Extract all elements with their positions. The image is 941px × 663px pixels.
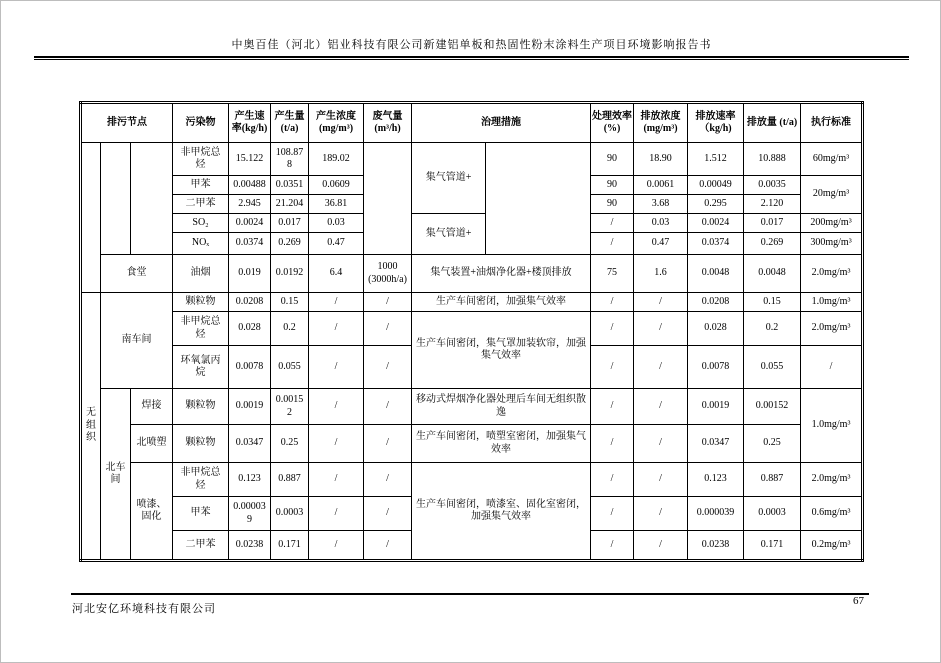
cell-gen-conc: / <box>309 425 364 463</box>
cell-emit-conc: / <box>634 425 688 463</box>
cell-gen-amount: 0.055 <box>271 346 309 389</box>
cell-empty <box>486 143 591 255</box>
cell-efficiency: / <box>591 425 634 463</box>
cell-gen-amount: 0.0192 <box>271 255 309 293</box>
table-row <box>81 312 863 346</box>
table-row <box>81 425 863 463</box>
col-header-emit-rate: 排放速率（kg/h) <box>688 103 744 143</box>
cell-emit-amount: 2.120 <box>744 195 801 214</box>
cell-efficiency: / <box>591 497 634 531</box>
cell-gen-conc: 0.47 <box>309 233 364 255</box>
cell-emit-rate: 0.00049 <box>688 176 744 195</box>
cell-emit-rate: 0.0374 <box>688 233 744 255</box>
cell-gen-rate: 0.0024 <box>229 214 271 233</box>
cell-efficiency: / <box>591 214 634 233</box>
cell-gen-conc: / <box>309 463 364 497</box>
cell-efficiency: / <box>591 389 634 425</box>
cell-treatment: 生产车间密闭，加强集气效率 <box>412 293 591 312</box>
cell-node: 喷漆、固化 <box>131 463 173 561</box>
cell-efficiency: / <box>591 346 634 389</box>
cell-gen-conc: 6.4 <box>309 255 364 293</box>
cell-gen-rate: 0.0019 <box>229 389 271 425</box>
cell-node: 焊接 <box>131 389 173 425</box>
cell-gen-rate: 0.0078 <box>229 346 271 389</box>
cell-emit-conc: / <box>634 531 688 561</box>
cell-gen-conc: / <box>309 312 364 346</box>
cell-pollutant: 非甲烷总烃 <box>173 463 229 497</box>
cell-gen-conc: 189.02 <box>309 143 364 176</box>
cell-efficiency: / <box>591 463 634 497</box>
cell-gen-rate: 0.019 <box>229 255 271 293</box>
cell-standard: 0.2mg/m³ <box>801 531 863 561</box>
cell-treatment: 移动式焊烟净化器处理后车间无组织散逸 <box>412 389 591 425</box>
cell-gas-volume: / <box>364 425 412 463</box>
cell-pollutant: NOₓ <box>173 233 229 255</box>
document-header <box>34 37 909 60</box>
cell-gen-rate: 0.123 <box>229 463 271 497</box>
cell-gen-amount: 0.269 <box>271 233 309 255</box>
table-row <box>81 143 863 176</box>
cell-gen-rate: 0.000039 <box>229 497 271 531</box>
cell-gen-rate: 0.0238 <box>229 531 271 561</box>
cell-pollutant: 非甲烷总烃 <box>173 312 229 346</box>
cell-emit-conc: / <box>634 389 688 425</box>
col-header-gen-amount: 产生量 (t/a) <box>271 103 309 143</box>
table-row <box>81 214 863 233</box>
cell-emit-conc: / <box>634 346 688 389</box>
cell-gen-rate: 2.945 <box>229 195 271 214</box>
cell-gen-amount: 0.171 <box>271 531 309 561</box>
cell-gen-rate: 0.0347 <box>229 425 271 463</box>
cell-emit-amount: 0.171 <box>744 531 801 561</box>
cell-gen-conc: / <box>309 531 364 561</box>
cell-gen-amount: 108.878 <box>271 143 309 176</box>
cell-treatment: 集气管道+ <box>412 143 486 214</box>
cell-treatment: 集气装置+油烟净化器+楼顶排放 <box>412 255 591 293</box>
cell-emit-rate: 0.0048 <box>688 255 744 293</box>
cell-gen-rate: 0.00488 <box>229 176 271 195</box>
cell-standard: 20mg/m³ <box>801 176 863 214</box>
cell-gen-amount: 0.017 <box>271 214 309 233</box>
cell-gen-amount: 0.25 <box>271 425 309 463</box>
cell-empty <box>364 143 412 255</box>
cell-treatment: 生产车间密闭，集气罩加装软帘，加强集气效率 <box>412 312 591 389</box>
cell-standard: 2.0mg/m³ <box>801 312 863 346</box>
cell-gen-conc: / <box>309 497 364 531</box>
cell-emit-conc: 3.68 <box>634 195 688 214</box>
cell-emit-amount: 0.2 <box>744 312 801 346</box>
cell-gas-volume: / <box>364 312 412 346</box>
cell-gen-amount: 0.15 <box>271 293 309 312</box>
cell-emit-rate: 0.295 <box>688 195 744 214</box>
footer-rule <box>71 593 869 595</box>
cell-group-fugitive: 无组织 <box>81 293 101 561</box>
cell-emit-conc: 0.47 <box>634 233 688 255</box>
col-header-emit-amount: 排放量 (t/a) <box>744 103 801 143</box>
cell-gen-conc: 36.81 <box>309 195 364 214</box>
cell-gen-amount: 0.2 <box>271 312 309 346</box>
cell-emit-rate: 0.000039 <box>688 497 744 531</box>
cell-standard: 1.0mg/m³ <box>801 389 863 463</box>
cell-emit-amount: 0.0003 <box>744 497 801 531</box>
cell-gas-volume: / <box>364 497 412 531</box>
cell-efficiency: 90 <box>591 143 634 176</box>
cell-emit-rate: 0.0238 <box>688 531 744 561</box>
cell-node: 北喷塑 <box>131 425 173 463</box>
cell-emit-rate: 0.028 <box>688 312 744 346</box>
cell-pollutant: 二甲苯 <box>173 531 229 561</box>
cell-emit-amount: 0.0048 <box>744 255 801 293</box>
cell-empty <box>131 143 173 255</box>
cell-efficiency: / <box>591 233 634 255</box>
cell-efficiency: 75 <box>591 255 634 293</box>
col-header-emit-conc: 排放浓度 (mg/m³) <box>634 103 688 143</box>
cell-gas-volume: / <box>364 293 412 312</box>
cell-standard: 200mg/m³ <box>801 214 863 233</box>
table-row <box>81 463 863 497</box>
header-rule-thick <box>34 56 909 58</box>
cell-gas-volume: / <box>364 389 412 425</box>
cell-emit-conc: / <box>634 312 688 346</box>
document-title: 中奥百佳（河北）铝业科技有限公司新建铝单板和热固性粉末涂料生产项目环境影响报告书 <box>231 39 712 51</box>
cell-gas-volume: 1000 (3000h/a) <box>364 255 412 293</box>
cell-emit-conc: / <box>634 497 688 531</box>
cell-gas-volume: / <box>364 346 412 389</box>
cell-emit-amount: 0.00152 <box>744 389 801 425</box>
table-row <box>81 293 863 312</box>
col-header-gas-volume: 废气量 (m³/h) <box>364 103 412 143</box>
cell-standard: 300mg/m³ <box>801 233 863 255</box>
col-header-efficiency: 处理效率(%) <box>591 103 634 143</box>
cell-efficiency: 90 <box>591 195 634 214</box>
cell-emit-amount: 0.25 <box>744 425 801 463</box>
cell-gen-rate: 15.122 <box>229 143 271 176</box>
cell-emit-rate: 0.0024 <box>688 214 744 233</box>
cell-treatment: 生产车间密闭，喷漆室、固化室密闭，加强集气效率 <box>412 463 591 561</box>
cell-gen-conc: 0.0609 <box>309 176 364 195</box>
cell-pollutant: 颗粒物 <box>173 389 229 425</box>
cell-emit-rate: 0.0347 <box>688 425 744 463</box>
cell-node: 南车间 <box>101 293 173 389</box>
cell-treatment: 生产车间密闭，喷塑室密闭，加强集气效率 <box>412 425 591 463</box>
cell-pollutant: 环氧氯丙烷 <box>173 346 229 389</box>
col-header-pollutant: 污染物 <box>173 103 229 143</box>
cell-pollutant: 二甲苯 <box>173 195 229 214</box>
cell-pollutant: 油烟 <box>173 255 229 293</box>
cell-gen-rate: 0.0374 <box>229 233 271 255</box>
cell-gen-conc: / <box>309 346 364 389</box>
cell-standard: 2.0mg/m³ <box>801 255 863 293</box>
cell-pollutant: 非甲烷总烃 <box>173 143 229 176</box>
col-header-node: 排污节点 <box>81 103 173 143</box>
cell-gen-rate: 0.0208 <box>229 293 271 312</box>
table-header-row <box>81 103 863 143</box>
cell-pollutant: 颗粒物 <box>173 425 229 463</box>
table-row <box>81 255 863 293</box>
emission-summary-table <box>79 101 864 562</box>
cell-pollutant: 甲苯 <box>173 176 229 195</box>
col-header-gen-rate: 产生速率(kg/h) <box>229 103 271 143</box>
page-number: 67 <box>853 595 864 607</box>
cell-gen-conc: / <box>309 389 364 425</box>
cell-emit-amount: 0.017 <box>744 214 801 233</box>
cell-emit-conc: / <box>634 463 688 497</box>
cell-efficiency: / <box>591 312 634 346</box>
cell-empty <box>81 143 101 293</box>
cell-emit-rate: 1.512 <box>688 143 744 176</box>
cell-gen-amount: 0.0003 <box>271 497 309 531</box>
cell-emit-amount: 0.15 <box>744 293 801 312</box>
col-header-standard: 执行标准 <box>801 103 863 143</box>
cell-emit-amount: 10.888 <box>744 143 801 176</box>
col-header-gen-conc: 产生浓度 (mg/m³) <box>309 103 364 143</box>
cell-group-north-workshop: 北车间 <box>101 389 131 561</box>
cell-emit-conc: 0.0061 <box>634 176 688 195</box>
cell-pollutant: 颗粒物 <box>173 293 229 312</box>
cell-node: 食堂 <box>101 255 173 293</box>
cell-efficiency: 90 <box>591 176 634 195</box>
cell-standard: / <box>801 346 863 389</box>
cell-gas-volume: / <box>364 531 412 561</box>
cell-emit-rate: 0.0078 <box>688 346 744 389</box>
col-header-treatment: 治理措施 <box>412 103 591 143</box>
header-rule-thin <box>34 59 909 60</box>
cell-emit-rate: 0.0208 <box>688 293 744 312</box>
cell-efficiency: / <box>591 531 634 561</box>
cell-gen-amount: 0.887 <box>271 463 309 497</box>
cell-standard: 0.6mg/m³ <box>801 497 863 531</box>
cell-efficiency: / <box>591 293 634 312</box>
cell-pollutant: 甲苯 <box>173 497 229 531</box>
cell-emit-conc: 18.90 <box>634 143 688 176</box>
footer-company-name: 河北安亿环境科技有限公司 <box>72 603 216 615</box>
cell-standard: 60mg/m³ <box>801 143 863 176</box>
cell-gen-amount: 21.204 <box>271 195 309 214</box>
cell-pollutant: SO₂ <box>173 214 229 233</box>
cell-gen-amount: 0.00152 <box>271 389 309 425</box>
cell-emit-amount: 0.0035 <box>744 176 801 195</box>
cell-standard: 2.0mg/m³ <box>801 463 863 497</box>
cell-emit-rate: 0.123 <box>688 463 744 497</box>
cell-empty <box>101 143 131 255</box>
cell-treatment: 集气管道+ <box>412 214 486 255</box>
cell-emit-rate: 0.0019 <box>688 389 744 425</box>
table-row <box>81 389 863 425</box>
cell-emit-amount: 0.055 <box>744 346 801 389</box>
cell-emit-conc: / <box>634 293 688 312</box>
cell-emit-amount: 0.887 <box>744 463 801 497</box>
cell-gen-conc: / <box>309 293 364 312</box>
cell-emit-conc: 0.03 <box>634 214 688 233</box>
cell-gen-conc: 0.03 <box>309 214 364 233</box>
cell-gas-volume: / <box>364 463 412 497</box>
cell-gen-amount: 0.0351 <box>271 176 309 195</box>
cell-emit-conc: 1.6 <box>634 255 688 293</box>
cell-gen-rate: 0.028 <box>229 312 271 346</box>
cell-standard: 1.0mg/m³ <box>801 293 863 312</box>
cell-emit-amount: 0.269 <box>744 233 801 255</box>
